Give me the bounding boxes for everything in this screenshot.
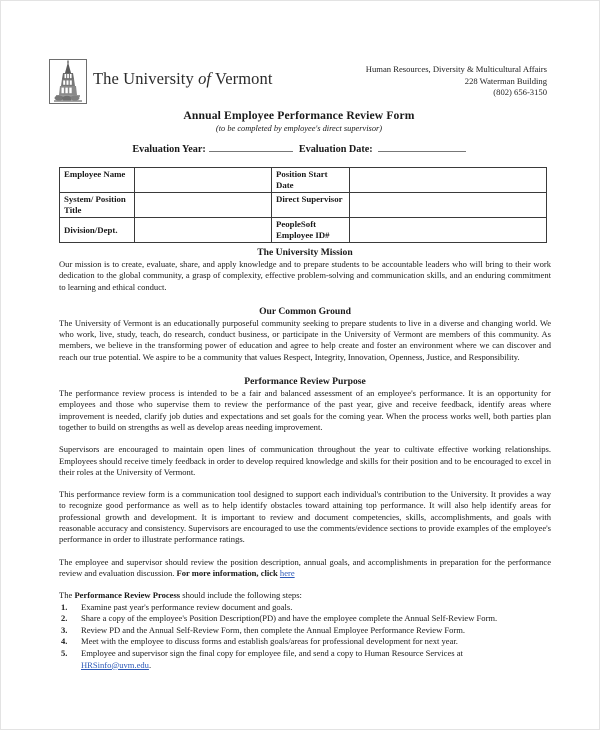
paragraph-purpose-4-text: The employee and supervisor should review the position description, annual goals, and accomplishments in preparation for the performance review and evaluation discussion.: [59, 556, 551, 578]
spacer: [59, 363, 551, 376]
step-number: 1.: [61, 601, 68, 612]
step-number: 3.: [61, 624, 68, 635]
tower-icon: [50, 60, 86, 103]
process-intro-pre: The: [59, 590, 75, 601]
step-email-line: [81, 660, 551, 672]
page-subtitle: (to be completed by employee's direct supervisor): [215, 124, 383, 133]
process-intro-bold: Performance Review Process: [74, 590, 181, 601]
step-number: 2.: [61, 613, 68, 624]
table-row: [60, 218, 547, 243]
evaluation-date-input[interactable]: [378, 151, 466, 152]
hr-email-link[interactable]: HRSinfo@uvm.edu: [81, 659, 149, 670]
heading-common-ground: Our Common Ground: [259, 305, 351, 317]
field-system-position-title[interactable]: [135, 193, 272, 218]
evaluation-year-input[interactable]: [209, 151, 293, 152]
page-title: Annual Employee Performance Review Form: [183, 109, 415, 122]
more-information-link[interactable]: here: [279, 567, 295, 578]
wordmark-post: Vermont: [211, 69, 273, 88]
list-item: [59, 602, 551, 614]
label-system-position-title: System/ Position Title: [60, 193, 135, 218]
table-row: [60, 168, 547, 193]
step-number: 5.: [61, 647, 68, 658]
more-information-label: For more information, click: [176, 567, 280, 578]
document-body: [59, 247, 551, 671]
employee-info-table: [59, 167, 547, 243]
wordmark-of: of: [198, 69, 212, 88]
paragraph-purpose-1: The performance review process is intended to be a fair and balanced assessment of an employee's performance. It is an opportunity for employees and those who supervise them to review the performance of the past year, give and receive feedback, identify areas where improvement is needed, clarify job duties and expectations and set goals for the coming year. When the process works well, both parties plan together to build on strengths as well as develop areas needing improvement.: [59, 388, 551, 432]
university-tower-logo: [49, 59, 87, 104]
list-item: [59, 613, 551, 625]
step-number: 4.: [61, 636, 68, 647]
spacer: [59, 579, 551, 590]
field-direct-supervisor[interactable]: [350, 193, 547, 218]
paragraph-common-ground: The University of Vermont is an educationally purposeful community seeking to prepare students to live in a diverse and changing world. We who work, live, study, teach, do research, conduct business, or participate in the University of Vermont are members of this community. As members, we believe in the transforming power of education and agree to help create and foster an environment where we can discover and reach our true potential. We aspire to be a community that values Respect, Integrity, Innovation, Openness, Justice, and Responsibility.: [59, 317, 551, 362]
paragraph-university-mission: Our mission is to create, evaluate, share, and apply knowledge and to prepare students to be accountable leaders who will bring to their work dedication to the global community, a grasp of complexity, effective problem-solving and communication skills, and an enduring commitment to learning and ethical conduct.: [59, 259, 551, 292]
paragraph-purpose-3: This performance review form is a communication tool designed to support each individual's contribution to the University. It provides a way to recognize good performance as well as to help identify obstacles toward attaining top performance. It will also help identify areas for professional growth and development. It is important to review and document competencies, skills, accomplishments, and goals with reasonable accuracy and consistency. Supervisors are encouraged to use the comments/evidence sections to provide examples of the employee's performance in order to illustrate performance ratings.: [59, 489, 551, 545]
field-division-dept[interactable]: [135, 218, 272, 243]
table-row: [60, 193, 547, 218]
label-peoplesoft-employee-id: PeopleSoft Employee ID#: [272, 218, 350, 243]
label-direct-supervisor: Direct Supervisor: [272, 193, 350, 218]
step-text: Employee and supervisor sign the final copy for employee file, and send a copy to Human Resource Services at: [81, 647, 463, 658]
masthead: [49, 59, 549, 115]
list-item: [59, 648, 551, 671]
paragraph-purpose-4: [59, 557, 551, 580]
step-text: Examine past year's performance review document and goals.: [81, 601, 293, 612]
wordmark-pre: The University: [93, 69, 199, 88]
contact-phone: (802) 656-3150: [493, 87, 547, 97]
contact-block: [247, 64, 547, 99]
document-sheet: [1, 1, 600, 730]
heading-university-mission: The University Mission: [257, 247, 353, 258]
label-position-start-date: Position Start Date: [272, 168, 350, 193]
list-item: [59, 625, 551, 637]
evaluation-line: [49, 144, 549, 155]
field-position-start-date[interactable]: [350, 168, 547, 193]
university-wordmark: [93, 69, 273, 89]
evaluation-year-label: Evaluation Year:: [132, 144, 206, 155]
list-item: [59, 636, 551, 648]
step-text: Review PD and the Annual Self-Review Form, then complete the Annual Employee Performance Review Form.: [81, 624, 466, 635]
label-employee-name: Employee Name: [60, 168, 135, 193]
title-block: [49, 109, 549, 133]
step-text-after: .: [148, 659, 152, 670]
process-intro-post: should include the following steps:: [180, 590, 302, 601]
heading-performance-review-purpose: Performance Review Purpose: [244, 376, 366, 388]
spacer: [59, 546, 551, 557]
spacer: [59, 478, 551, 489]
process-steps-list: [59, 602, 551, 672]
evaluation-date-label: Evaluation Date:: [298, 144, 373, 155]
contact-address: 228 Waterman Building: [464, 75, 547, 86]
spacer: [59, 293, 551, 306]
step-text: Meet with the employee to discuss forms and establish goals/areas for professional development for next year.: [81, 636, 458, 647]
field-employee-name[interactable]: [135, 168, 272, 193]
process-intro: [59, 590, 551, 601]
field-peoplesoft-employee-id[interactable]: [350, 218, 547, 243]
paragraph-purpose-2: Supervisors are encouraged to maintain open lines of communication throughout the year to cultivate effective working relationships. Employees should receive timely feedback in order to develop required knowledge and skills for their position and to be encouraged to excel in their roles at the University of Vermont.: [59, 444, 551, 477]
label-division-dept: Division/Dept.: [60, 218, 135, 243]
spacer: [59, 433, 551, 444]
step-text: Share a copy of the employee's Position Description(PD) and have the employee complete the Annual Self-Review Form.: [81, 613, 498, 624]
contact-department: Human Resources, Diversity & Multicultural Affairs: [365, 64, 547, 74]
